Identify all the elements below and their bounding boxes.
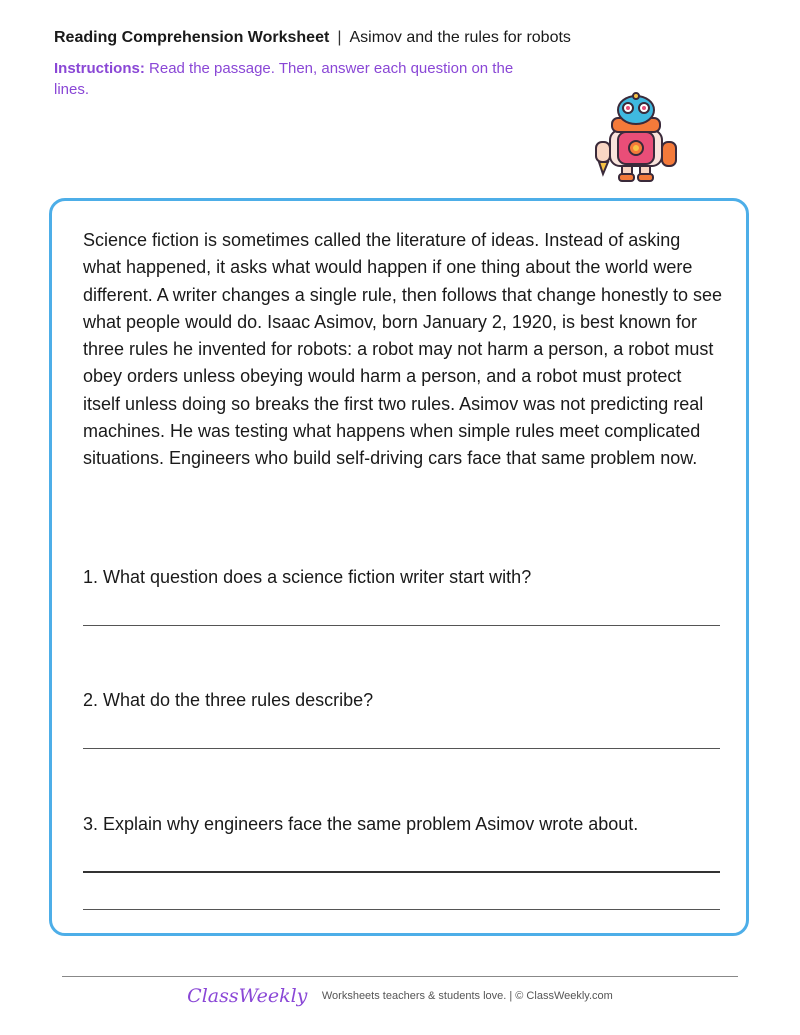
passage-card [49, 198, 749, 936]
answer-line-1[interactable] [83, 625, 720, 626]
instructions-text: Read the passage. Then, answer each question on the lines. [54, 60, 514, 98]
question-1: 1. What question does a science fiction writer start with? [83, 567, 532, 587]
reading-passage: Science fiction is sometimes called the literature of ideas. Instead of asking what happened, it asks what would happen if one thing about the world were different. A writer changes a single rule, then follows that change honestly to see what people would do. Isaac Asimov, born January 2, 1920, is best known for three rules he invented for robots: a robot may not harm a person, a robot must obey orders unless obeying would harm a person, and a robot must protect itself unless doing so breaks the first two rules. Asimov was not predicting real machines. He was testing what happens when simple rules meet complicated situations. Engineers who build self-driving cars face that same problem now. [83, 230, 723, 469]
classweekly-logo: ClassWeekly [187, 985, 308, 1007]
footer [0, 985, 800, 1007]
question-2: 2. What do the three rules describe? [83, 690, 374, 710]
worksheet-subtitle: Asimov and the rules for robots [349, 29, 571, 46]
answer-line-3b[interactable] [83, 909, 720, 910]
worksheet-header [54, 26, 571, 50]
worksheet-title: Reading Comprehension Worksheet [54, 29, 330, 46]
robot-illustration-icon [586, 92, 686, 184]
footer-divider [62, 976, 738, 977]
answer-line-3a[interactable] [83, 871, 720, 873]
header-separator: | [337, 29, 342, 46]
instructions-label: Instructions: [54, 60, 145, 77]
question-3: 3. Explain why engineers face the same problem Asimov wrote about. [83, 814, 639, 834]
instructions [54, 58, 524, 100]
answer-line-2[interactable] [83, 748, 720, 749]
footer-tagline: Worksheets teachers & students love. | © ClassWeekly.com [321, 990, 613, 1002]
